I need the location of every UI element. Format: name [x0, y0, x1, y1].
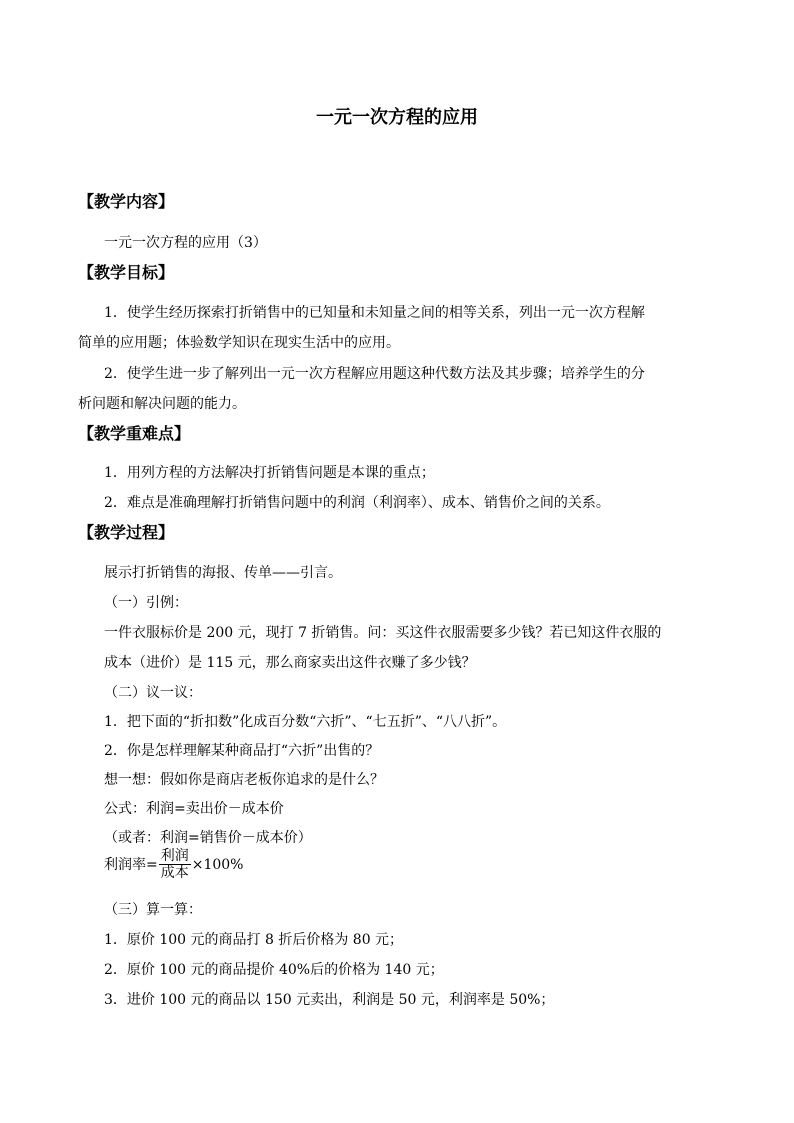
document-title: 一元一次方程的应用	[316, 107, 478, 128]
process-part-1-line-1: 一件衣服标价是 200 元，现打 7 折销售。问：买这件衣服需要多少钱？若已知这件衣服的	[104, 625, 662, 641]
goals-item-2-line-1: 2．使学生进一步了解列出一元一次方程解应用题这种代数方法及其步骤；培养学生的分	[104, 366, 645, 382]
process-part-2-label: （二）议一议：	[104, 685, 202, 701]
key-points-item-2: 2．难点是准确理解打折销售问题中的利润（利润率）、成本、销售价之间的关系。	[104, 495, 610, 511]
process-part-3-label: （三）算一算：	[104, 902, 202, 918]
process-part-3-item-2: 2．原价 100 元的商品提价 40%后的价格为 140 元；	[104, 962, 444, 978]
process-part-1-line-2: 成本（进价）是 115 元，那么商家卖出这件衣赚了多少钱？	[104, 655, 476, 671]
profit-rate-suffix: ×100%	[191, 856, 244, 873]
section-heading-process: 【教学过程】	[78, 523, 175, 542]
process-part-2-item-1: 1．把下面的“折扣数”化成百分数“六折”、“七五折”、“八八折”。	[104, 714, 507, 730]
profit-rate-formula	[104, 848, 244, 881]
profit-rate-denominator: 成本	[160, 865, 189, 881]
process-intro: 展示打折销售的海报、传单——引言。	[104, 565, 342, 581]
goals-item-1-line-2: 简单的应用题；体验数学知识在现实生活中的应用。	[78, 335, 400, 351]
section-heading-content: 【教学内容】	[78, 192, 175, 211]
profit-rate-prefix: 利润率=	[104, 856, 158, 873]
process-part-3-item-1: 1．原价 100 元的商品打 8 折后价格为 80 元；	[104, 932, 404, 948]
goals-item-1-line-1: 1．使学生经历探索打折销售中的已知量和未知量之间的相等关系，列出一元一次方程解	[104, 305, 645, 321]
process-part-2-item-2: 2．你是怎样理解某种商品打“六折”出售的？	[104, 743, 380, 759]
process-think: 想一想：假如你是商店老板你追求的是什么？	[104, 772, 384, 788]
process-formula-1: 公式：利润=卖出价－成本价	[104, 801, 284, 817]
process-part-3-item-3: 3．进价 100 元的商品以 150 元卖出，利润是 50 元，利润率是 50%；	[104, 992, 555, 1008]
profit-rate-fraction	[159, 848, 191, 881]
goals-item-2-line-2: 析问题和解决问题的能力。	[78, 396, 246, 412]
process-part-1-label: （一）引例：	[104, 595, 188, 611]
key-points-item-1: 1．用列方程的方法解决打折销售问题是本课的重点；	[104, 465, 435, 481]
process-formula-2: （或者：利润=销售价－成本价）	[104, 830, 312, 846]
section-heading-goals: 【教学目标】	[78, 263, 175, 282]
section-heading-key-points: 【教学重难点】	[78, 424, 191, 443]
profit-rate-numerator: 利润	[160, 848, 189, 864]
content-text: 一元一次方程的应用（3）	[104, 235, 267, 251]
